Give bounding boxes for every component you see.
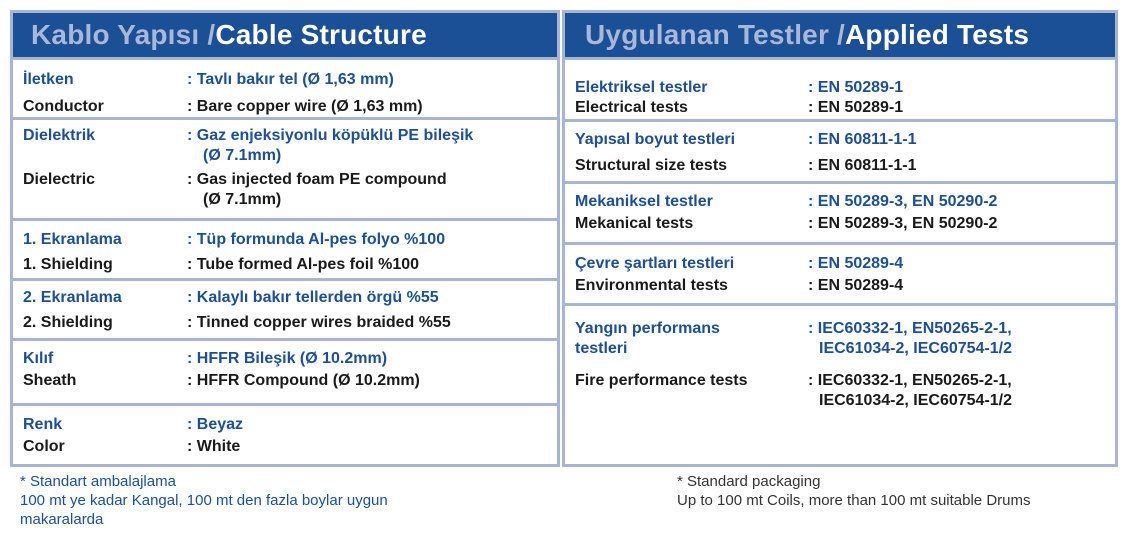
cable-structure-panel	[10, 10, 560, 467]
note-line: * Standard packaging	[677, 473, 821, 490]
row-dielectric	[13, 117, 557, 218]
label-tr: 2. Ekranlama	[23, 289, 122, 306]
value-en: : EN 50289-4	[808, 277, 904, 294]
row-shielding-1	[13, 218, 557, 278]
label-en: Color	[23, 438, 65, 455]
value-en: : EN 50289-1	[808, 99, 904, 116]
row-sheath	[13, 338, 557, 403]
header-tr: Kablo Yapısı /	[31, 19, 216, 50]
header-en: Cable Structure	[215, 19, 427, 50]
label-en: Conductor	[23, 98, 104, 115]
label-en: 1. Shielding	[23, 256, 113, 273]
value-tr: : Kalaylı bakır tellerden örgü %55	[187, 289, 439, 306]
label-tr: 1. Ekranlama	[23, 231, 122, 248]
label-tr-cont: testleri	[575, 340, 628, 357]
label-tr: Mekaniksel testler	[575, 193, 713, 210]
note-line: makaralarda	[20, 511, 104, 528]
applied-tests-panel	[562, 10, 1118, 467]
value-en-cont: IEC61034-2, IEC60754-1/2	[819, 392, 1013, 409]
row-fire-tests	[565, 303, 1115, 463]
row-environmental-tests	[565, 242, 1115, 303]
label-tr: Yapısal boyut testleri	[575, 131, 736, 148]
value-en: : Bare copper wire (Ø 1,63 mm)	[187, 98, 423, 115]
row-electrical-tests	[565, 57, 1115, 119]
value-tr: : Tüp formunda Al-pes folyo %100	[187, 231, 446, 248]
value-en-cont: (Ø 7.1mm)	[203, 191, 282, 208]
row-shielding-2	[13, 278, 557, 338]
value-en: : Tube formed Al-pes foil %100	[187, 256, 420, 273]
row-structural-tests	[565, 119, 1115, 181]
packaging-note-en	[677, 472, 1030, 510]
note-line: 100 mt ye kadar Kangal, 100 mt den fazla boylar uygun	[20, 492, 388, 509]
row-color	[13, 403, 557, 461]
label-tr: Renk	[23, 416, 63, 433]
value-en: : Tinned copper wires braided %55	[187, 314, 451, 331]
value-en: : HFFR Compound (Ø 10.2mm)	[187, 372, 420, 389]
label-tr: Çevre şartları testleri	[575, 255, 735, 272]
value-tr: : Gaz enjeksiyonlu köpüklü PE bileşik	[187, 127, 474, 144]
label-tr: İletken	[23, 71, 74, 88]
value-en: : EN 60811-1-1	[808, 157, 917, 174]
applied-tests-header	[565, 13, 1115, 57]
label-en: Sheath	[23, 372, 77, 389]
row-conductor	[13, 57, 557, 117]
label-tr: Dielektrik	[23, 127, 96, 144]
label-en: Dielectric	[23, 171, 96, 188]
value-tr: : Beyaz	[187, 416, 244, 433]
note-line: Up to 100 mt Coils, more than 100 mt suitable Drums	[677, 492, 1031, 509]
cable-structure-header	[13, 13, 557, 57]
label-en: Mekanical tests	[575, 215, 694, 232]
value-tr: : HFFR Bileşik (Ø 10.2mm)	[187, 350, 388, 367]
header-en: Applied Tests	[845, 19, 1030, 50]
value-en: : EN 50289-3, EN 50290-2	[808, 215, 998, 232]
label-en: Fire performance tests	[575, 372, 748, 389]
label-en: Electrical tests	[575, 99, 688, 116]
value-en: : IEC60332-1, EN50265-2-1,	[808, 372, 1012, 389]
value-en: : White	[187, 438, 241, 455]
value-tr: : IEC60332-1, EN50265-2-1,	[808, 320, 1012, 337]
label-tr: Kılıf	[23, 350, 54, 367]
value-tr: : EN 50289-4	[808, 255, 904, 272]
value-tr: : EN 60811-1-1	[808, 131, 917, 148]
value-tr: : EN 50289-1	[808, 79, 904, 96]
value-tr-cont: IEC61034-2, IEC60754-1/2	[819, 340, 1013, 357]
label-en: Structural size tests	[575, 157, 728, 174]
note-line: * Standart ambalajlama	[20, 473, 176, 490]
label-tr: Elektriksel testler	[575, 79, 708, 96]
row-mechanical-tests	[565, 181, 1115, 242]
value-tr-cont: (Ø 7.1mm)	[203, 147, 282, 164]
label-tr: Yangın performans	[575, 320, 720, 337]
label-en: Environmental tests	[575, 277, 728, 294]
value-en: : Gas injected foam PE compound	[187, 171, 447, 188]
value-tr: : Tavlı bakır tel (Ø 1,63 mm)	[187, 71, 394, 88]
label-en: 2. Shielding	[23, 314, 113, 331]
packaging-note-tr	[20, 472, 388, 529]
value-tr: : EN 50289-3, EN 50290-2	[808, 193, 998, 210]
header-tr: Uygulanan Testler /	[585, 19, 846, 50]
